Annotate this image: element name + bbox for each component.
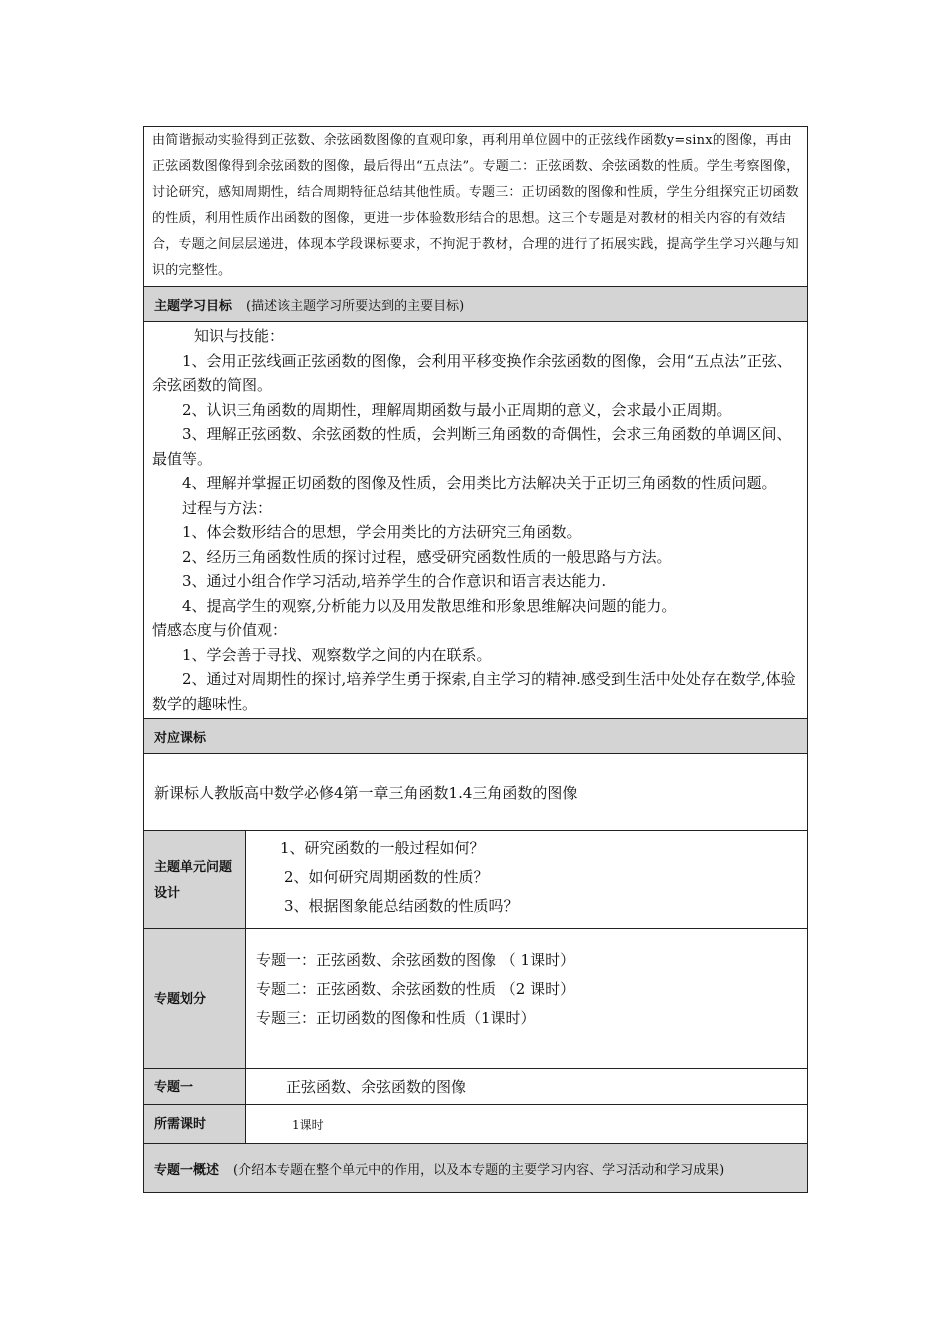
goals-line: 过程与方法： <box>182 498 273 517</box>
goals-header-row <box>144 287 808 322</box>
goals-line: 情感态度与价值观： <box>152 621 288 639</box>
intro-text: 由简谐振动实验得到正弦数、余弦函数图像的直观印象，再利用单位圆中的正弦线作函数y=sinx的图像，再由正弦函数图像得到余弦函数的图像，最后得出“五点法”。专题二：正弦函数、余弦函数的性质。学生考察图像，讨论研究，感知周期性，结合周期特征总结其他性质。专题三：正切函数的图像和性质，学生分组探究正切函数的性质，利用性质作出函数的图像，更进一步体验数形结合的思想。这三个专题是对教材的相关内容的有效结合，专题之间层层递进，体现本学段课标要求，不拘泥于教材，合理的进行了拓展实践，提高学生学习兴趣与知识的完整性。 <box>144 127 808 287</box>
questions-list <box>246 831 808 929</box>
goals-line: 3、理解正弦函数、余弦函数的性质，会判断三角函数的奇偶性，会求三角函数的单调区间、最值等。 <box>152 425 792 468</box>
overview-header <box>144 1144 808 1193</box>
questions-row <box>144 831 808 929</box>
topics-list <box>246 929 808 1069</box>
standards-text: 新课标人教版高中数学必修4第一章三角函数1.4三角函数的图像 <box>144 754 808 831</box>
goals-line: 2、认识三角函数的周期性，理解周期函数与最小正周期的意义，会求最小正周期。 <box>182 400 732 419</box>
topic-item: 专题三：正切函数的图像和性质（1课时） <box>256 1009 536 1027</box>
hours-value: 1课时 <box>246 1105 808 1144</box>
topics-label: 专题划分 <box>144 929 246 1069</box>
questions-label: 主题单元问题设计 <box>144 831 246 929</box>
goals-line: 1、学会善于寻找、观察数学之间的内在联系。 <box>182 645 492 664</box>
topics-row <box>144 929 808 1069</box>
goals-hint: (描述该主题学习所要达到的主要目标) <box>246 298 465 314</box>
goals-label: 主题学习目标 <box>154 297 233 313</box>
goals-line: 3、通过小组合作学习活动,培养学生的合作意识和语言表达能力. <box>182 572 607 590</box>
unit-design-table <box>143 126 808 1193</box>
goals-line: 4、理解并掌握正切函数的图像及性质，会用类比方法解决关于正切三角函数的性质问题。 <box>182 474 777 492</box>
hours-row <box>144 1105 808 1144</box>
goals-line: 1、会用正弦线画正弦函数的图像，会利用平移变换作余弦函数的图像，会用“五点法”正弦、余弦函数的简图。 <box>152 351 792 394</box>
standards-label: 对应课标 <box>144 719 808 754</box>
question-item: 3、根据图象能总结函数的性质吗？ <box>284 897 519 915</box>
standards-header-row <box>144 719 808 754</box>
standards-row <box>144 754 808 831</box>
topic-item: 专题一：正弦函数、余弦函数的图像 （ 1课时） <box>256 951 576 969</box>
goals-line: 2、通过对周期性的探讨,培养学生勇于探索,自主学习的精神.感受到生活中处处存在数学,体验数学的趣味性。 <box>152 670 796 713</box>
topic1-label: 专题一 <box>144 1069 246 1105</box>
overview-row <box>144 1144 808 1193</box>
topic1-value: 正弦函数、余弦函数的图像 <box>246 1069 808 1105</box>
question-item: 1、研究函数的一般过程如何？ <box>280 839 485 857</box>
topic1-row <box>144 1069 808 1105</box>
goals-row <box>144 322 808 719</box>
goals-content <box>144 322 808 719</box>
intro-row <box>144 127 808 287</box>
goals-header <box>144 287 808 322</box>
goals-line: 1、体会数形结合的思想，学会用类比的方法研究三角函数。 <box>182 523 582 541</box>
hours-label: 所需课时 <box>144 1105 246 1144</box>
goals-line: 知识与技能： <box>194 327 285 345</box>
question-item: 2、如何研究周期函数的性质？ <box>284 868 489 886</box>
topic-item: 专题二：正弦函数、余弦函数的性质 （2 课时） <box>256 980 576 998</box>
goals-line: 2、经历三角函数性质的探讨过程，感受研究函数性质的一般思路与方法。 <box>182 547 672 566</box>
overview-label: 专题一概述 <box>154 1161 220 1177</box>
overview-hint: (介绍本专题在整个单元中的作用，以及本专题的主要学习内容、学习活动和学习成果) <box>233 1162 725 1178</box>
goals-line: 4、提高学生的观察,分析能力以及用发散思维和形象思维解决问题的能力。 <box>182 596 677 615</box>
